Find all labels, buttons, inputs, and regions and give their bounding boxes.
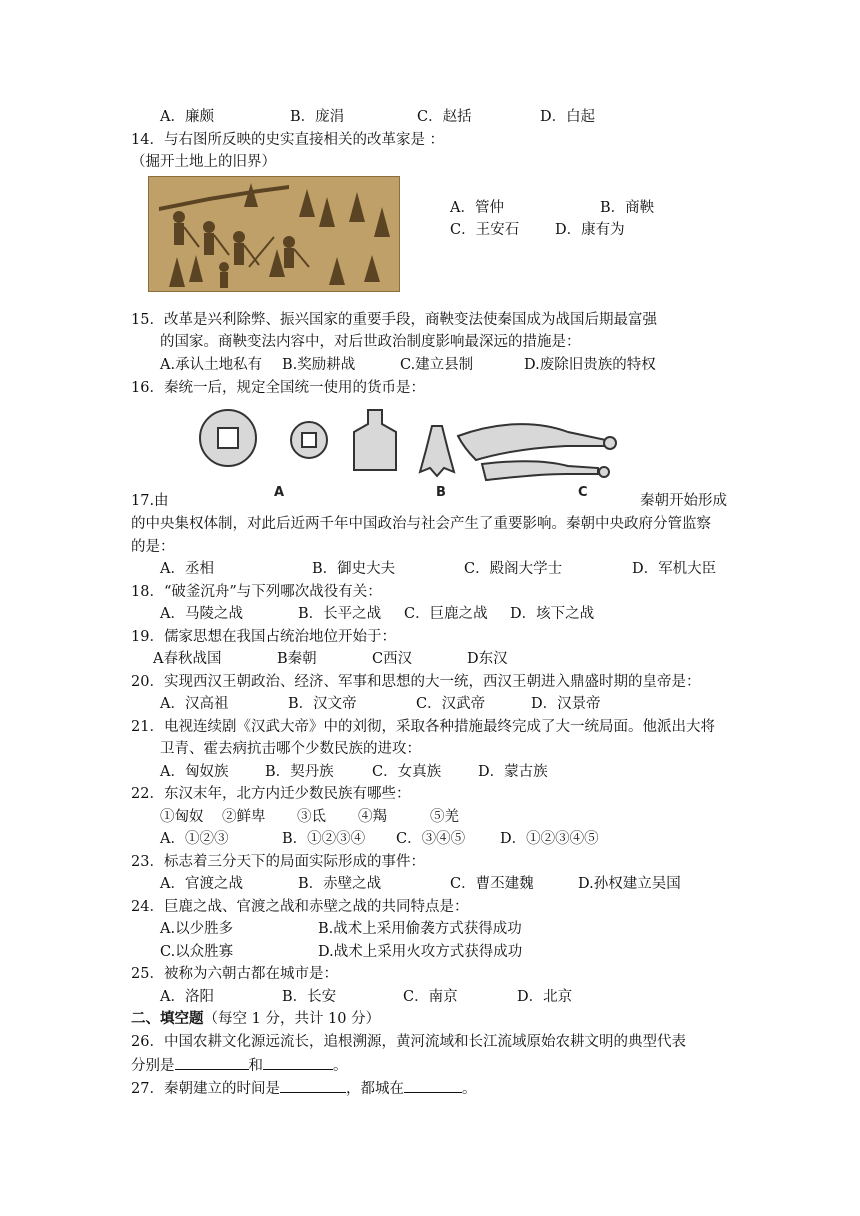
q13-option-a: A．廉颇 bbox=[160, 109, 214, 125]
q19-stem: 19．儒家思想在我国占统治地位开始于： bbox=[131, 629, 396, 645]
q17-option-d: D．军机大臣 bbox=[632, 561, 717, 577]
currency-label-c: C bbox=[578, 485, 588, 500]
q20-stem: 20．实现西汉王朝政治、经济、军事和思想的大一统，西汉王朝进入鼎盛时期的皇帝是： bbox=[131, 674, 701, 690]
q20-option-b: B．汉文帝 bbox=[288, 696, 357, 712]
q24-option-b: B.战术上采用偷袭方式获得成功 bbox=[318, 921, 522, 937]
q26-line2-mid: 和 bbox=[248, 1058, 263, 1074]
q15-option-d: D.废除旧贵族的特权 bbox=[524, 357, 656, 373]
currency-label-b: B bbox=[436, 485, 446, 500]
q26-line2-prefix: 分别是 bbox=[131, 1058, 175, 1074]
q26-blank-1[interactable] bbox=[175, 1054, 249, 1070]
q17-prefix: 17.由 bbox=[131, 493, 169, 509]
section2-note: （每空 1 分，共计 10 分） bbox=[203, 1011, 381, 1027]
q21-line2: 卫青、霍去病抗击哪个少数民族的进攻： bbox=[160, 741, 421, 757]
q27-prefix: 27．秦朝建立的时间是 bbox=[131, 1081, 280, 1097]
q18-option-d: D．垓下之战 bbox=[510, 606, 595, 622]
q17-option-a: A．丞相 bbox=[160, 561, 214, 577]
q27-mid: ，都城在 bbox=[345, 1081, 404, 1097]
q21-line1: 21．电视连续剧《汉武大帝》中的刘彻，采取各种措施最终完成了大一统局面。他派出大将 bbox=[131, 719, 715, 735]
currency-label-a: A bbox=[274, 485, 285, 500]
q13-option-b: B．庞涓 bbox=[290, 109, 345, 125]
q21-option-b: B．契丹族 bbox=[265, 764, 334, 780]
q15-line2: 的国家。商鞅变法内容中，对后世政治制度影响最深远的措施是： bbox=[160, 334, 581, 350]
q24-option-d: D.战术上采用火攻方式获得成功 bbox=[318, 944, 523, 960]
q22-item-5: ⑤羌 bbox=[430, 809, 459, 825]
q23-option-b: B．赤壁之战 bbox=[298, 876, 382, 892]
q16-stem: 16．秦统一后，规定全国统一使用的货币是： bbox=[131, 380, 425, 396]
q22-item-4: ④羯 bbox=[358, 809, 387, 825]
q14-option-d: D．康有为 bbox=[555, 222, 625, 238]
q15-option-c: C.建立县制 bbox=[400, 357, 474, 373]
q14-stem: 14．与右图所反映的史实直接相关的改革家是 ： bbox=[131, 132, 445, 148]
q20-option-d: D．汉景帝 bbox=[531, 696, 601, 712]
q23-option-a: A．官渡之战 bbox=[160, 876, 243, 892]
q25-option-c: C．南京 bbox=[403, 989, 458, 1005]
q27-blank-2[interactable] bbox=[404, 1077, 462, 1093]
q26-line1: 26．中国农耕文化源远流长，追根溯源，黄河流域和长江流域原始农耕文明的典型代表 bbox=[131, 1034, 686, 1050]
currency-drawing bbox=[186, 402, 626, 508]
q25-option-d: D．北京 bbox=[517, 989, 573, 1005]
q25-option-b: B．长安 bbox=[282, 989, 337, 1005]
q13-option-c: C．赵括 bbox=[417, 109, 472, 125]
q25-stem: 25．被称为六朝古都在城市是： bbox=[131, 966, 338, 982]
q21-option-a: A．匈奴族 bbox=[160, 764, 229, 780]
q22-item-3: ③氐 bbox=[297, 809, 326, 825]
q17-line2: 的中央集权体制，对此后近两千年中国政治与社会产生了重要影响。秦朝中央政府分管监察 bbox=[131, 516, 711, 532]
q26-line2 bbox=[131, 1054, 348, 1076]
farming-relief-image bbox=[148, 176, 400, 292]
q22-option-b: B．①②③④ bbox=[282, 831, 366, 847]
q27-blank-1[interactable] bbox=[280, 1077, 346, 1093]
q24-option-a: A.以少胜多 bbox=[160, 921, 234, 937]
q18-option-a: A．马陵之战 bbox=[160, 606, 243, 622]
q18-option-b: B．长平之战 bbox=[298, 606, 382, 622]
q17-line3: 的是： bbox=[131, 539, 175, 555]
q15-line1: 15．改革是兴利除弊、振兴国家的重要手段，商鞅变法使秦国成为战国后期最富强 bbox=[131, 312, 657, 328]
q26-line2-end: 。 bbox=[333, 1058, 348, 1074]
q23-option-c: C．曹丕建魏 bbox=[450, 876, 534, 892]
section2-heading bbox=[131, 1009, 380, 1029]
q19-option-c: C西汉 bbox=[372, 651, 413, 667]
q17-option-c: C．殿阁大学士 bbox=[464, 561, 563, 577]
farming-relief-drawing bbox=[149, 177, 399, 291]
q17-suffix: 秦朝开始形成 bbox=[640, 493, 727, 509]
q18-option-c: C．巨鹿之战 bbox=[404, 606, 488, 622]
q19-option-d: D东汉 bbox=[467, 651, 508, 667]
q23-option-d: D.孙权建立吴国 bbox=[578, 876, 681, 892]
q27-line bbox=[131, 1077, 476, 1099]
q14-caption: （掘开土地上的旧界） bbox=[131, 154, 276, 170]
q19-option-b: B秦朝 bbox=[277, 651, 317, 667]
q22-option-d: D．①②③④⑤ bbox=[500, 831, 599, 847]
q14-option-c: C．王安石 bbox=[450, 222, 520, 238]
q19-option-a: A春秋战国 bbox=[153, 651, 222, 667]
section2-title: 二、填空题 bbox=[131, 1010, 204, 1027]
q22-option-c: C．③④⑤ bbox=[396, 831, 466, 847]
q17-option-b: B．御史大夫 bbox=[312, 561, 396, 577]
q20-option-c: C．汉武帝 bbox=[416, 696, 486, 712]
q21-option-d: D．蒙古族 bbox=[478, 764, 548, 780]
q15-option-a: A.承认土地私有 bbox=[160, 357, 263, 373]
q14-option-a: A．管仲 bbox=[450, 200, 504, 216]
q18-stem: 18．“破釜沉舟”与下列哪次战役有关： bbox=[131, 584, 382, 600]
q24-option-c: C.以众胜寡 bbox=[160, 944, 234, 960]
q22-option-a: A．①②③ bbox=[160, 831, 229, 847]
q26-blank-2[interactable] bbox=[263, 1054, 333, 1070]
q23-stem: 23．标志着三分天下的局面实际形成的事件： bbox=[131, 854, 425, 870]
currency-image bbox=[186, 402, 626, 508]
q15-option-b: B.奖励耕战 bbox=[282, 357, 356, 373]
q22-item-2: ②鲜卑 bbox=[222, 809, 266, 825]
q20-option-a: A．汉高祖 bbox=[160, 696, 229, 712]
q22-stem: 22．东汉末年，北方内迁少数民族有哪些： bbox=[131, 786, 411, 802]
q14-option-b: B．商鞅 bbox=[600, 200, 655, 216]
q25-option-a: A．洛阳 bbox=[160, 989, 214, 1005]
q13-option-d: D．白起 bbox=[540, 109, 596, 125]
q27-end: 。 bbox=[461, 1081, 477, 1097]
q24-stem: 24．巨鹿之战、官渡之战和赤壁之战的共同特点是： bbox=[131, 899, 469, 915]
q21-option-c: C．女真族 bbox=[372, 764, 442, 780]
q22-item-1: ①匈奴 bbox=[160, 809, 204, 825]
